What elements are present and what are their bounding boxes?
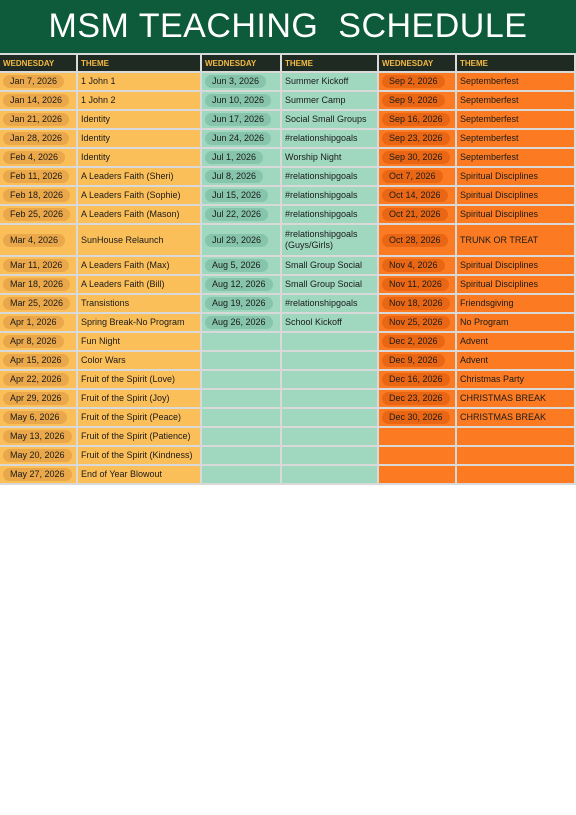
date-cell — [379, 466, 455, 483]
date-cell — [0, 187, 76, 204]
date-cell — [0, 130, 76, 147]
date-cell — [0, 371, 76, 388]
theme-cell: Transistions — [78, 295, 200, 312]
date-pill: Apr 15, 2026 — [3, 354, 69, 367]
date-cell — [0, 390, 76, 407]
theme-cell — [282, 428, 377, 445]
theme-cell: Fun Night — [78, 333, 200, 350]
date-cell — [202, 187, 280, 204]
date-cell — [379, 206, 455, 223]
date-cell — [0, 352, 76, 369]
theme-cell: Septemberfest — [457, 111, 574, 128]
date-pill: Oct 21, 2026 — [382, 208, 448, 221]
table-row — [0, 187, 574, 204]
date-cell — [0, 314, 76, 331]
table-row — [0, 149, 574, 166]
header-wednesday-2: WEDNESDAY — [202, 55, 280, 71]
date-cell — [202, 111, 280, 128]
theme-cell: School Kickoff — [282, 314, 377, 331]
theme-cell: CHRISTMAS BREAK — [457, 390, 574, 407]
date-cell — [202, 92, 280, 109]
header-theme-2: THEME — [282, 55, 377, 71]
date-pill: Sep 30, 2026 — [382, 151, 450, 164]
date-pill: Mar 18, 2026 — [3, 278, 70, 291]
date-cell — [0, 73, 76, 90]
table-row — [0, 206, 574, 223]
table-row — [0, 257, 574, 274]
theme-cell: 1 John 1 — [78, 73, 200, 90]
date-cell — [379, 352, 455, 369]
date-pill: Dec 2, 2026 — [382, 335, 445, 348]
theme-cell: End of Year Blowout — [78, 466, 200, 483]
date-cell — [202, 257, 280, 274]
date-pill: Feb 18, 2026 — [3, 189, 70, 202]
table-row — [0, 73, 574, 90]
theme-cell: Fruit of the Spirit (Peace) — [78, 409, 200, 426]
date-cell — [0, 225, 76, 255]
date-cell — [202, 206, 280, 223]
date-cell — [379, 187, 455, 204]
theme-cell: No Program — [457, 314, 574, 331]
table-row — [0, 333, 574, 350]
theme-cell: Advent — [457, 333, 574, 350]
date-pill: Dec 16, 2026 — [382, 373, 450, 386]
date-cell — [202, 73, 280, 90]
table-row — [0, 295, 574, 312]
date-cell — [0, 111, 76, 128]
theme-cell — [282, 333, 377, 350]
page-title: MSM TEACHING SCHEDULE — [0, 0, 576, 53]
theme-cell: Summer Camp — [282, 92, 377, 109]
date-pill: Apr 22, 2026 — [3, 373, 69, 386]
date-cell — [379, 276, 455, 293]
theme-cell: #relationshipgoals — [282, 206, 377, 223]
date-pill: May 13, 2026 — [3, 430, 72, 443]
date-pill: Oct 7, 2026 — [382, 170, 443, 183]
table-row — [0, 447, 574, 464]
date-cell — [379, 111, 455, 128]
theme-cell: Septemberfest — [457, 149, 574, 166]
date-pill: Jul 29, 2026 — [205, 234, 268, 247]
date-pill: Jul 8, 2026 — [205, 170, 263, 183]
date-pill: Dec 30, 2026 — [382, 411, 450, 424]
date-pill: Sep 23, 2026 — [382, 132, 450, 145]
table-row — [0, 409, 574, 426]
theme-cell: Spring Break-No Program — [78, 314, 200, 331]
schedule-body — [0, 73, 574, 483]
theme-cell: Spiritual Disciplines — [457, 187, 574, 204]
theme-cell — [457, 447, 574, 464]
date-pill: Nov 11, 2026 — [382, 278, 449, 291]
theme-cell: #relationshipgoals — [282, 187, 377, 204]
table-row — [0, 371, 574, 388]
theme-cell: Christmas Party — [457, 371, 574, 388]
date-cell — [379, 390, 455, 407]
date-pill: Nov 25, 2026 — [382, 316, 450, 329]
header-row — [0, 55, 574, 71]
date-pill: May 20, 2026 — [3, 449, 72, 462]
date-cell — [0, 149, 76, 166]
date-pill: Feb 25, 2026 — [3, 208, 70, 221]
table-row — [0, 92, 574, 109]
date-pill: Nov 4, 2026 — [382, 259, 445, 272]
theme-cell: Advent — [457, 352, 574, 369]
theme-cell — [282, 466, 377, 483]
date-pill: Aug 19, 2026 — [205, 297, 273, 310]
table-row — [0, 314, 574, 331]
theme-cell — [282, 371, 377, 388]
date-pill: Feb 4, 2026 — [3, 151, 65, 164]
table-row — [0, 390, 574, 407]
date-cell — [202, 466, 280, 483]
date-pill: Jan 21, 2026 — [3, 113, 69, 126]
theme-cell: Color Wars — [78, 352, 200, 369]
table-row — [0, 168, 574, 185]
theme-cell: Fruit of the Spirit (Joy) — [78, 390, 200, 407]
date-cell — [0, 333, 76, 350]
theme-cell: Identity — [78, 130, 200, 147]
date-pill: Aug 5, 2026 — [205, 259, 268, 272]
theme-cell: Small Group Social — [282, 257, 377, 274]
date-cell — [379, 428, 455, 445]
theme-cell — [282, 390, 377, 407]
date-cell — [379, 409, 455, 426]
header-theme-1: THEME — [78, 55, 200, 71]
date-pill: Apr 1, 2026 — [3, 316, 64, 329]
date-cell — [379, 314, 455, 331]
theme-cell — [282, 409, 377, 426]
date-cell — [202, 447, 280, 464]
table-row — [0, 276, 574, 293]
date-pill: Mar 4, 2026 — [3, 234, 65, 247]
table-row — [0, 130, 574, 147]
theme-cell — [457, 466, 574, 483]
date-pill: Nov 18, 2026 — [382, 297, 450, 310]
date-pill: Sep 16, 2026 — [382, 113, 450, 126]
date-cell — [202, 130, 280, 147]
date-cell — [379, 149, 455, 166]
theme-cell: #relationshipgoals — [282, 168, 377, 185]
date-cell — [202, 168, 280, 185]
date-pill: Apr 29, 2026 — [3, 392, 69, 405]
date-cell — [0, 466, 76, 483]
theme-cell: Summer Kickoff — [282, 73, 377, 90]
theme-cell: Spiritual Disciplines — [457, 168, 574, 185]
date-cell — [0, 295, 76, 312]
date-pill: Jun 24, 2026 — [205, 132, 271, 145]
date-pill: Oct 28, 2026 — [382, 234, 448, 247]
theme-cell: A Leaders Faith (Sheri) — [78, 168, 200, 185]
date-cell — [379, 371, 455, 388]
table-row — [0, 225, 574, 255]
date-cell — [0, 276, 76, 293]
date-pill: Jun 17, 2026 — [205, 113, 271, 126]
date-cell — [379, 295, 455, 312]
theme-cell: A Leaders Faith (Bill) — [78, 276, 200, 293]
date-cell — [379, 447, 455, 464]
date-pill: Sep 9, 2026 — [382, 94, 445, 107]
date-pill: Jul 15, 2026 — [205, 189, 268, 202]
theme-cell: Spiritual Disciplines — [457, 257, 574, 274]
date-cell — [379, 257, 455, 274]
date-pill: Jul 1, 2026 — [205, 151, 263, 164]
theme-cell — [457, 428, 574, 445]
theme-cell: Friendsgiving — [457, 295, 574, 312]
header-theme-3: THEME — [457, 55, 574, 71]
theme-cell: A Leaders Faith (Max) — [78, 257, 200, 274]
date-cell — [0, 447, 76, 464]
theme-cell: Identity — [78, 149, 200, 166]
theme-cell — [282, 352, 377, 369]
date-pill: Feb 11, 2026 — [3, 170, 69, 183]
header-wednesday-1: WEDNESDAY — [0, 55, 76, 71]
theme-cell: Fruit of the Spirit (Patience) — [78, 428, 200, 445]
date-cell — [202, 371, 280, 388]
theme-cell — [282, 447, 377, 464]
header-wednesday-3: WEDNESDAY — [379, 55, 455, 71]
date-cell — [202, 409, 280, 426]
date-cell — [0, 92, 76, 109]
theme-cell: 1 John 2 — [78, 92, 200, 109]
date-pill: Mar 25, 2026 — [3, 297, 70, 310]
theme-cell: Worship Night — [282, 149, 377, 166]
theme-cell: Septemberfest — [457, 73, 574, 90]
date-pill: Dec 9, 2026 — [382, 354, 445, 367]
date-cell — [202, 390, 280, 407]
date-cell — [202, 314, 280, 331]
date-cell — [379, 225, 455, 255]
theme-cell: Spiritual Disciplines — [457, 206, 574, 223]
date-cell — [202, 428, 280, 445]
date-cell — [379, 92, 455, 109]
theme-cell: Small Group Social — [282, 276, 377, 293]
theme-cell: CHRISTMAS BREAK — [457, 409, 574, 426]
table-row — [0, 466, 574, 483]
date-pill: Jun 3, 2026 — [205, 75, 266, 88]
date-pill: Aug 12, 2026 — [205, 278, 273, 291]
date-pill: Mar 11, 2026 — [3, 259, 69, 272]
table-row — [0, 111, 574, 128]
date-cell — [379, 73, 455, 90]
table-row — [0, 352, 574, 369]
date-pill: Sep 2, 2026 — [382, 75, 445, 88]
date-cell — [379, 130, 455, 147]
date-cell — [202, 333, 280, 350]
date-pill: Jan 7, 2026 — [3, 75, 64, 88]
theme-cell: #relationshipgoals (Guys/Girls) — [282, 225, 377, 255]
schedule-table — [0, 53, 576, 485]
theme-cell: Fruit of the Spirit (Kindness) — [78, 447, 200, 464]
date-cell — [0, 168, 76, 185]
theme-cell: A Leaders Faith (Sophie) — [78, 187, 200, 204]
theme-cell: Spiritual Disciplines — [457, 276, 574, 293]
theme-cell: Social Small Groups — [282, 111, 377, 128]
date-pill: May 27, 2026 — [3, 468, 72, 481]
date-pill: Apr 8, 2026 — [3, 335, 64, 348]
date-pill: Dec 23, 2026 — [382, 392, 450, 405]
theme-cell: #relationshipgoals — [282, 295, 377, 312]
theme-cell: Fruit of the Spirit (Love) — [78, 371, 200, 388]
theme-cell: A Leaders Faith (Mason) — [78, 206, 200, 223]
date-cell — [202, 295, 280, 312]
theme-cell: TRUNK OR TREAT — [457, 225, 574, 255]
date-cell — [202, 225, 280, 255]
date-cell — [379, 168, 455, 185]
theme-cell: Identity — [78, 111, 200, 128]
date-cell — [202, 276, 280, 293]
table-row — [0, 428, 574, 445]
theme-cell: Septemberfest — [457, 130, 574, 147]
date-pill: Aug 26, 2026 — [205, 316, 273, 329]
date-cell — [0, 428, 76, 445]
date-cell — [0, 206, 76, 223]
date-pill: Jun 10, 2026 — [205, 94, 271, 107]
date-pill: May 6, 2026 — [3, 411, 67, 424]
date-cell — [0, 409, 76, 426]
date-cell — [0, 257, 76, 274]
date-cell — [379, 333, 455, 350]
date-pill: Jan 14, 2026 — [3, 94, 69, 107]
date-cell — [202, 352, 280, 369]
theme-cell: SunHouse Relaunch — [78, 225, 200, 255]
date-pill: Jan 28, 2026 — [3, 132, 69, 145]
date-pill: Oct 14, 2026 — [382, 189, 448, 202]
theme-cell: Septemberfest — [457, 92, 574, 109]
theme-cell: #relationshipgoals — [282, 130, 377, 147]
date-pill: Jul 22, 2026 — [205, 208, 268, 221]
date-cell — [202, 149, 280, 166]
